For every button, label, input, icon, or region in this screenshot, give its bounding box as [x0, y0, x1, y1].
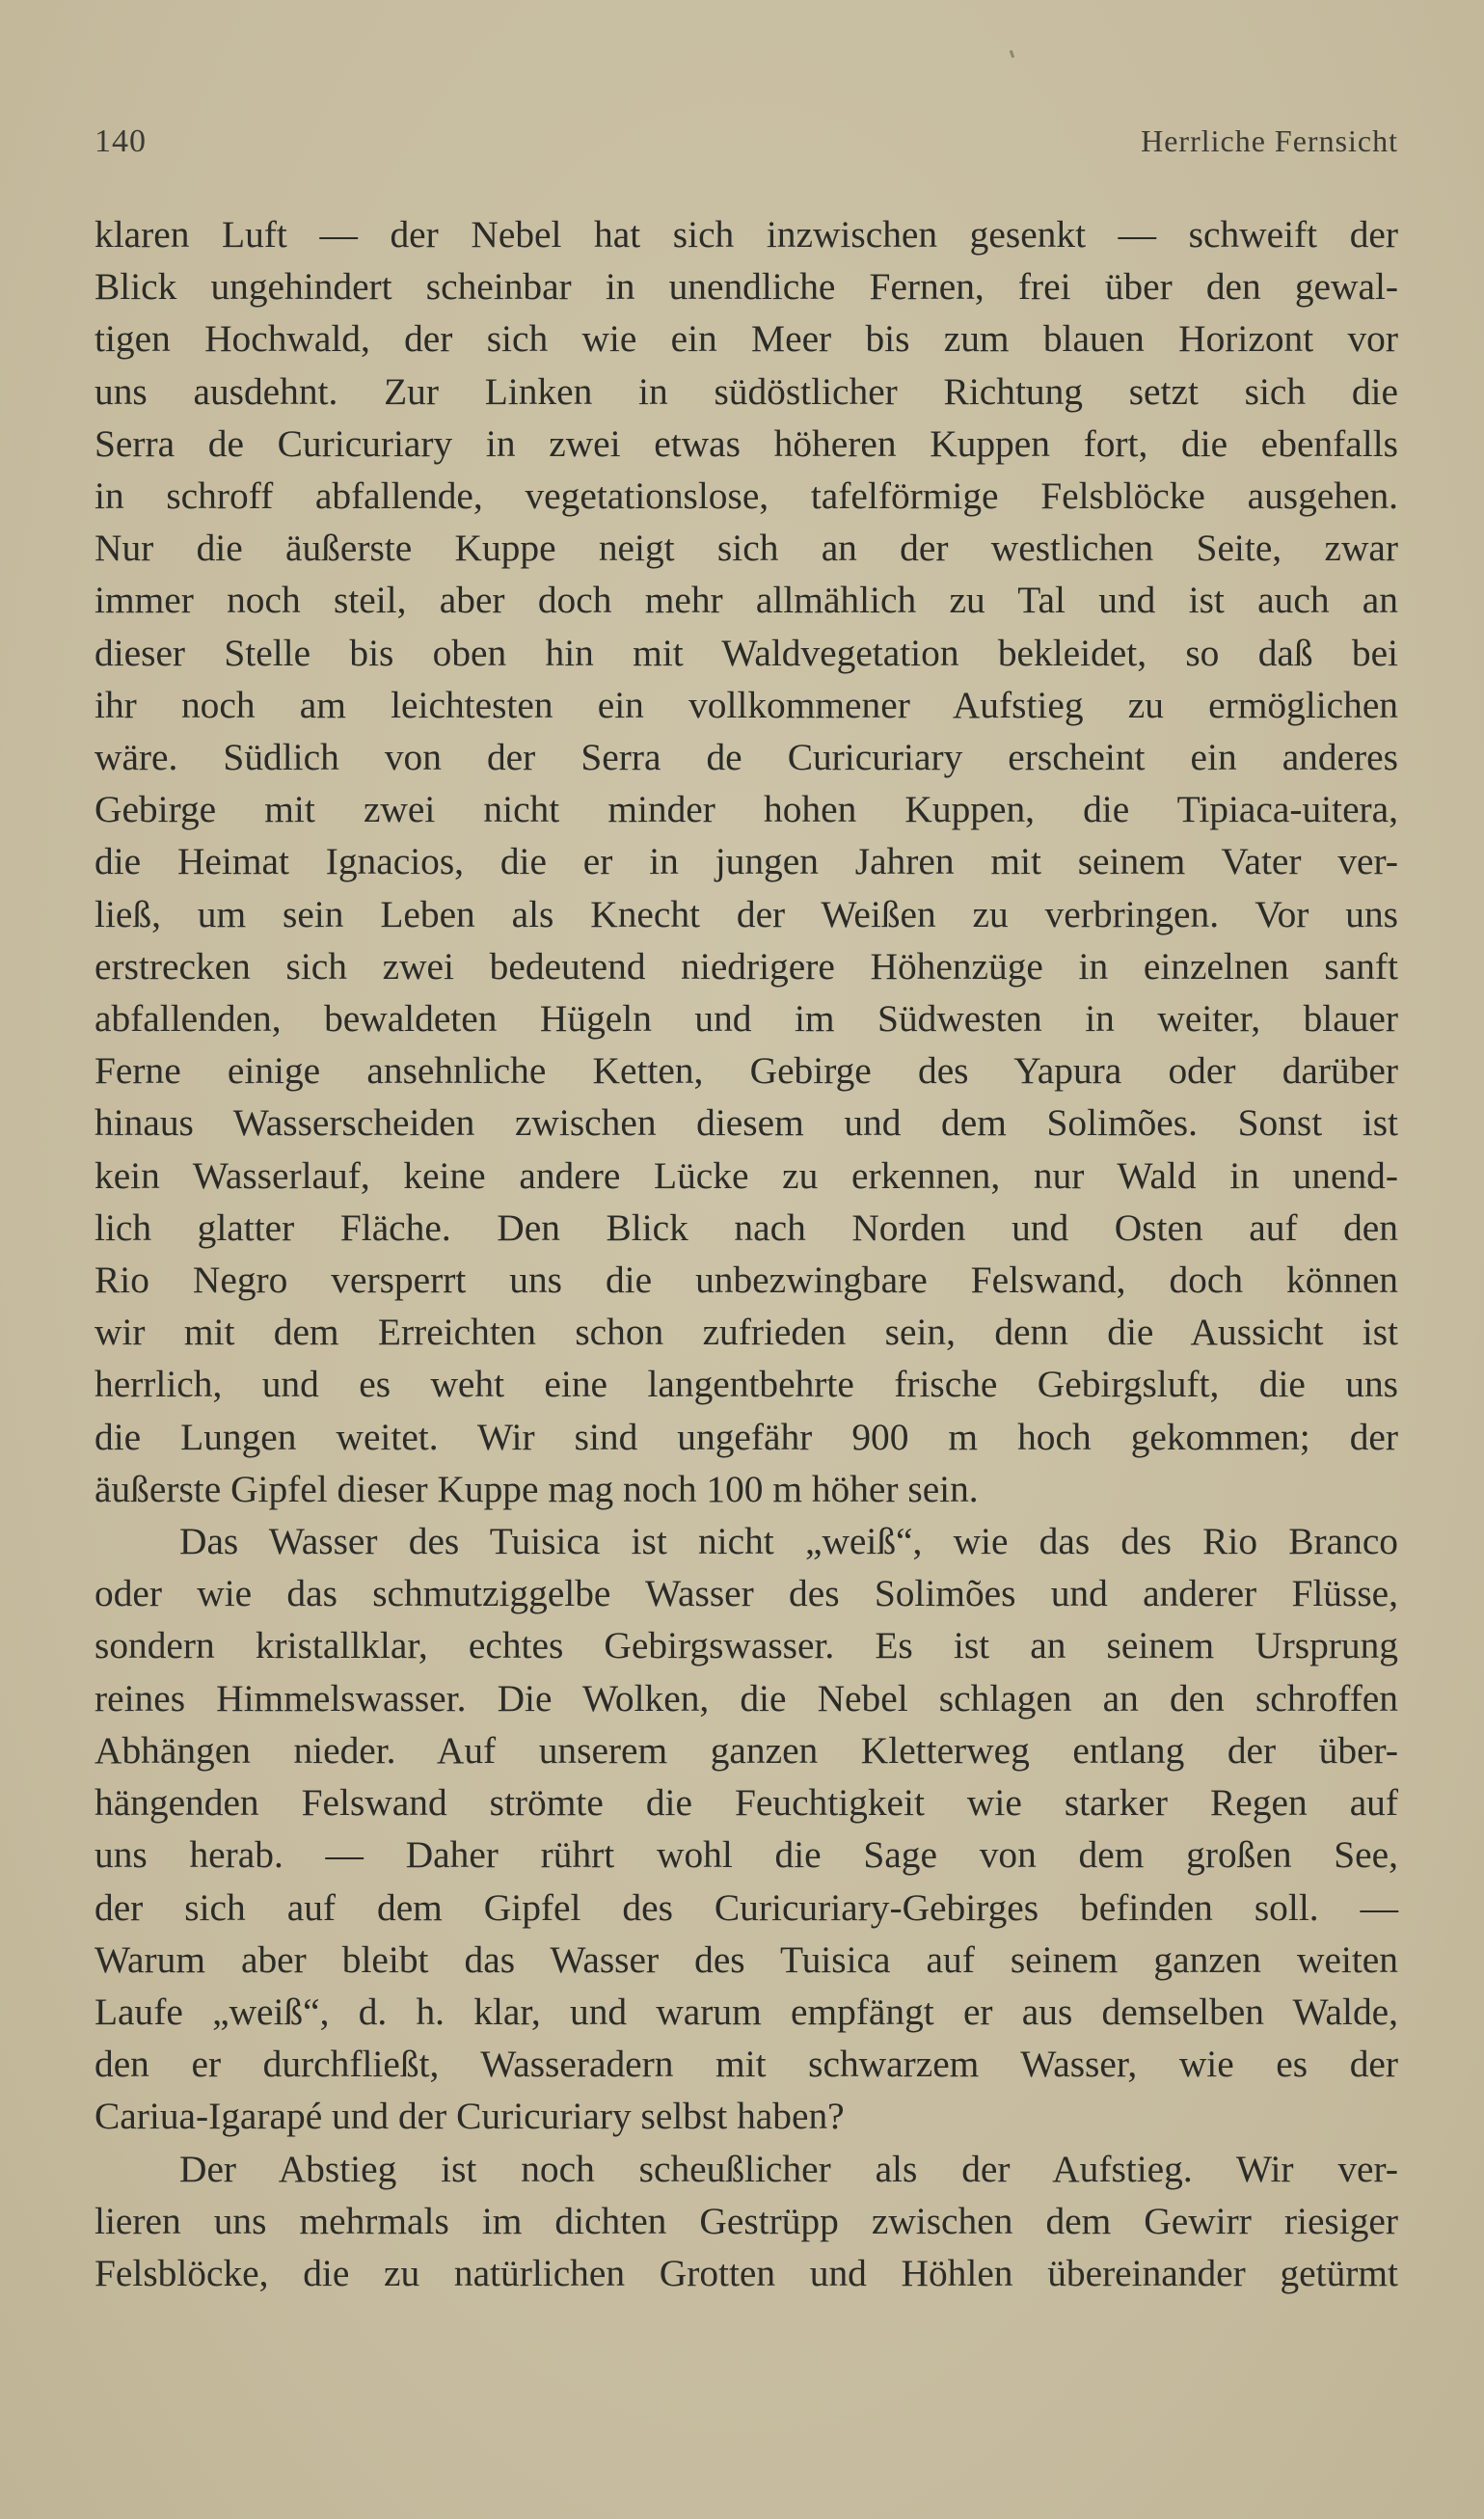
text-line: Abhängen nieder. Auf unserem ganzen Kletterweg entlang der über- [94, 1728, 1398, 1772]
text-line: dieser Stelle bis oben hin mit Waldvegetation bekleidet, so daß bei [94, 631, 1398, 674]
text-line: abfallenden, bewaldeten Hügeln und im Südwesten in weiter, blauer [94, 997, 1398, 1041]
text-line: sondern kristallklar, echtes Gebirgswasser. Es ist an seinem Ursprung [94, 1624, 1398, 1667]
text-line: äußerste Gipfel dieser Kuppe mag noch 100 m höher sein. [94, 1467, 979, 1510]
text-line: Gebirge mit zwei nicht minder hohen Kuppen, die Tipiaca-uitera, [94, 788, 1398, 831]
text-line: immer noch steil, aber doch mehr allmählich zu Tal und ist auch an [94, 579, 1398, 622]
text-line: reines Himmelswasser. Die Wolken, die Nebel schlagen an den schroffen [94, 1676, 1398, 1720]
page-number: 140 [94, 123, 147, 159]
text-line: kein Wasserlauf, keine andere Lücke zu erkennen, nur Wald in unend- [94, 1153, 1398, 1197]
paper-speck [1010, 50, 1015, 59]
book-page [94, 114, 1398, 2294]
text-line: hängenden Felswand strömte die Feuchtigkeit wie starker Regen auf [94, 1781, 1398, 1825]
paragraph [94, 2143, 1398, 2300]
running-head [94, 114, 1398, 172]
text-line: Nur die äußerste Kuppe neigt sich an der westlichen Seite, zwar [94, 527, 1398, 570]
text-line: die Heimat Ignacios, die er in jungen Jahren mit seinem Vater ver- [94, 840, 1398, 883]
text-line: Das Wasser des Tuisica ist nicht „weiß“, wie das des Rio Branco [179, 1520, 1398, 1563]
text-line: in schroff abfallende, vegetationslose, tafelförmige Felsblöcke ausgehen. [94, 474, 1398, 518]
paragraph [94, 208, 1398, 1515]
text-line: herrlich, und es weht eine langentbehrte frische Gebirgsluft, die uns [94, 1363, 1398, 1406]
text-line: ihr noch am leichtesten ein vollkommener Aufstieg zu ermöglichen [94, 683, 1398, 726]
text-line: Blick ungehindert scheinbar in unendliche Fernen, frei über den gewal- [94, 265, 1398, 309]
text-line: lich glatter Fläche. Den Blick nach Norden und Osten auf den [94, 1205, 1398, 1249]
text-line: den er durchfließt, Wasseradern mit schwarzem Wasser, wie es der [94, 2043, 1398, 2086]
text-line: Der Abstieg ist noch scheußlicher als der Aufstieg. Wir ver- [179, 2147, 1398, 2190]
text-line: wäre. Südlich von der Serra de Curicuriary erscheint ein anderes [94, 736, 1398, 779]
text-line: Laufe „weiß“, d. h. klar, und warum empfängt er aus demselben Walde, [94, 1990, 1398, 2033]
text-line: uns ausdehnt. Zur Linken in südöstlicher Richtung setzt sich die [94, 369, 1398, 413]
running-title: Herrliche Fernsicht [1141, 123, 1398, 158]
paragraph [94, 1515, 1398, 2142]
text-line: tigen Hochwald, der sich wie ein Meer bis zum blauen Horizont vor [94, 317, 1398, 361]
text-line: Rio Negro versperrt uns die unbezwingbare Felswand, doch können [94, 1259, 1398, 1302]
text-line: die Lungen weitet. Wir sind ungefähr 900 m hoch gekommen; der [94, 1415, 1398, 1458]
text-line: Ferne einige ansehnliche Ketten, Gebirge des Yapura oder darüber [94, 1049, 1398, 1093]
text-line: Serra de Curicuriary in zwei etwas höheren Kuppen fort, die ebenfalls [94, 421, 1398, 465]
text-line: uns herab. — Daher rührt wohl die Sage von dem großen See, [94, 1833, 1398, 1877]
text-line: klaren Luft — der Nebel hat sich inzwischen gesenkt — schweift der [94, 213, 1398, 256]
text-line: wir mit dem Erreichten schon zufrieden sein, denn die Aussicht ist [94, 1311, 1398, 1354]
body-text [94, 208, 1398, 2299]
text-line: ließ, um sein Leben als Knecht der Weißen zu verbringen. Vor uns [94, 892, 1398, 935]
text-line: oder wie das schmutziggelbe Wasser des Solimões und anderer Flüsse, [94, 1572, 1398, 1615]
text-line: Warum aber bleibt das Wasser des Tuisica auf seinem ganzen weiten [94, 1937, 1398, 1981]
text-line: Cariua-Igarapé und der Curicuriary selbst haben? [94, 2095, 845, 2138]
text-line: Felsblöcke, die zu natürlichen Grotten und Höhlen übereinander getürmt [94, 2251, 1398, 2294]
text-line: hinaus Wasserscheiden zwischen diesem und dem Solimões. Sonst ist [94, 1101, 1398, 1145]
text-line: der sich auf dem Gipfel des Curicuriary-Gebirges befinden soll. — [94, 1885, 1398, 1929]
text-line: erstrecken sich zwei bedeutend niedrigere Höhenzüge in einzelnen sanft [94, 944, 1398, 988]
text-line: lieren uns mehrmals im dichten Gestrüpp zwischen dem Gewirr riesiger [94, 2199, 1398, 2242]
